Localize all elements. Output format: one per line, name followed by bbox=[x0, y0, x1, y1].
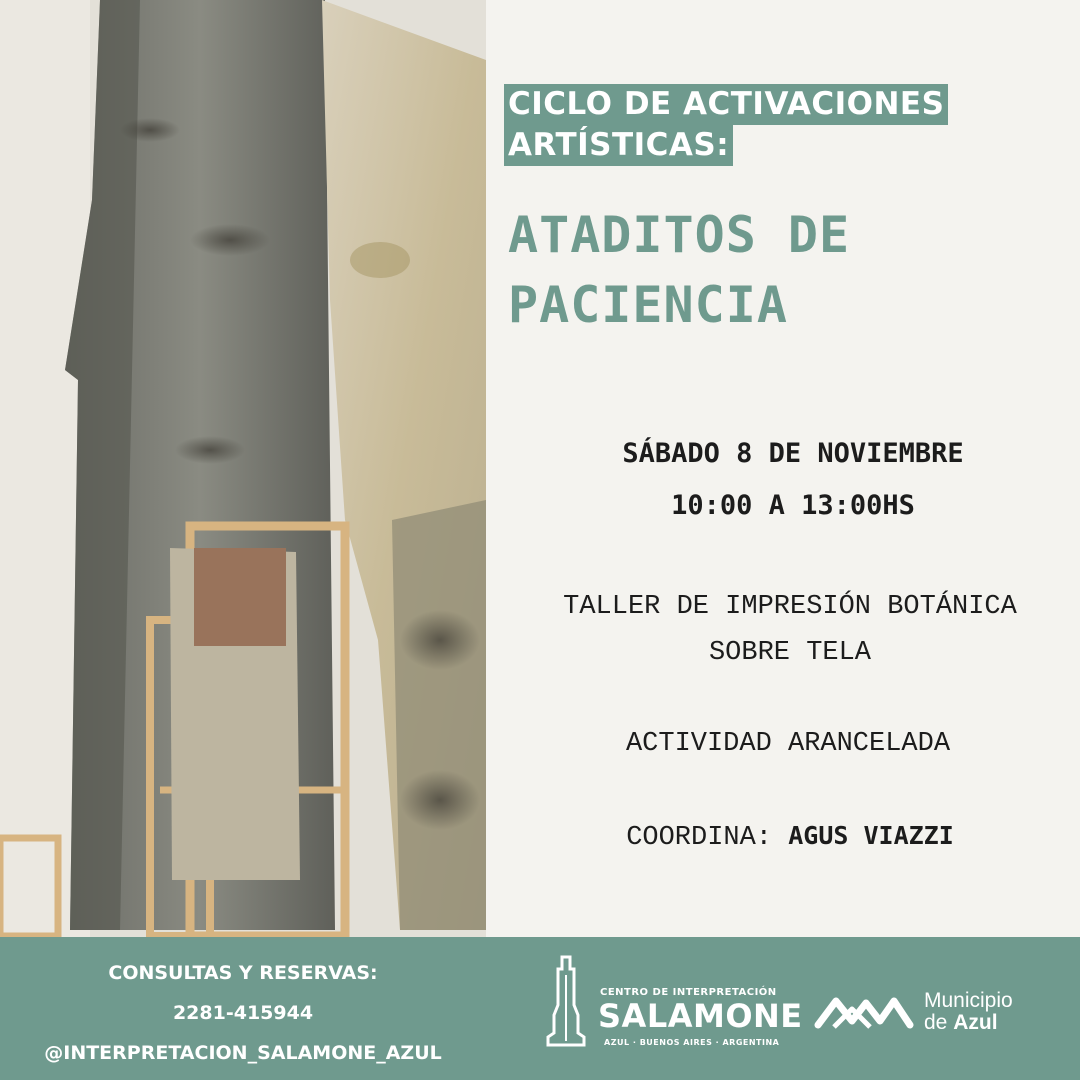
municipio-line2 bbox=[924, 1011, 998, 1035]
event-title bbox=[508, 200, 1068, 340]
event-time: 10:00 A 13:00HS bbox=[671, 490, 915, 521]
salamone-wordmark: SALAMONE bbox=[598, 997, 803, 1035]
salamone-location: AZUL · BUENOS AIRES · ARGENTINA bbox=[604, 1038, 780, 1047]
contact-instagram[interactable]: @INTERPRETACION_SALAMONE_AZUL bbox=[44, 1042, 442, 1064]
workshop-description bbox=[486, 584, 1080, 676]
coordinator-label: COORDINA: bbox=[626, 823, 773, 853]
salamone-logo bbox=[540, 955, 803, 1065]
salamone-small-text: CENTRO DE INTERPRETACIÓN bbox=[600, 987, 777, 998]
series-heading-line2: ARTÍSTICAS: bbox=[504, 125, 733, 166]
municipio-mark-icon bbox=[814, 993, 914, 1033]
municipio-logo bbox=[814, 989, 1054, 1049]
municipio-prefix: de bbox=[924, 1011, 954, 1034]
fee-notice: ACTIVIDAD ARANCELADA bbox=[625, 729, 951, 759]
coordinator-name: AGUS VIAZZI bbox=[788, 821, 954, 850]
coordinator bbox=[486, 816, 1080, 858]
contact-phone[interactable]: 2281-415944 bbox=[172, 1002, 314, 1024]
municipio-name: Azul bbox=[953, 1011, 998, 1034]
municipio-line1: Municipio bbox=[924, 989, 1013, 1012]
contact-heading: CONSULTAS Y RESERVAS: bbox=[108, 962, 378, 984]
fabric-photo bbox=[0, 0, 486, 937]
fabric-illustration bbox=[0, 0, 486, 937]
series-heading-line1: CICLO DE ACTIVACIONES bbox=[504, 84, 948, 125]
event-date: SÁBADO 8 DE NOVIEMBRE bbox=[622, 438, 964, 469]
workshop-line2: SOBRE TELA bbox=[708, 638, 872, 668]
event-title-line2: PACIENCIA bbox=[508, 276, 788, 334]
schedule bbox=[486, 428, 1080, 532]
contact-block bbox=[0, 953, 486, 1073]
tower-icon bbox=[544, 955, 588, 1047]
workshop-line1: TALLER DE IMPRESIÓN BOTÁNICA bbox=[563, 592, 1017, 622]
footer bbox=[0, 937, 1080, 1080]
series-heading bbox=[504, 84, 948, 166]
event-title-line1: ATADITOS DE bbox=[508, 206, 851, 264]
